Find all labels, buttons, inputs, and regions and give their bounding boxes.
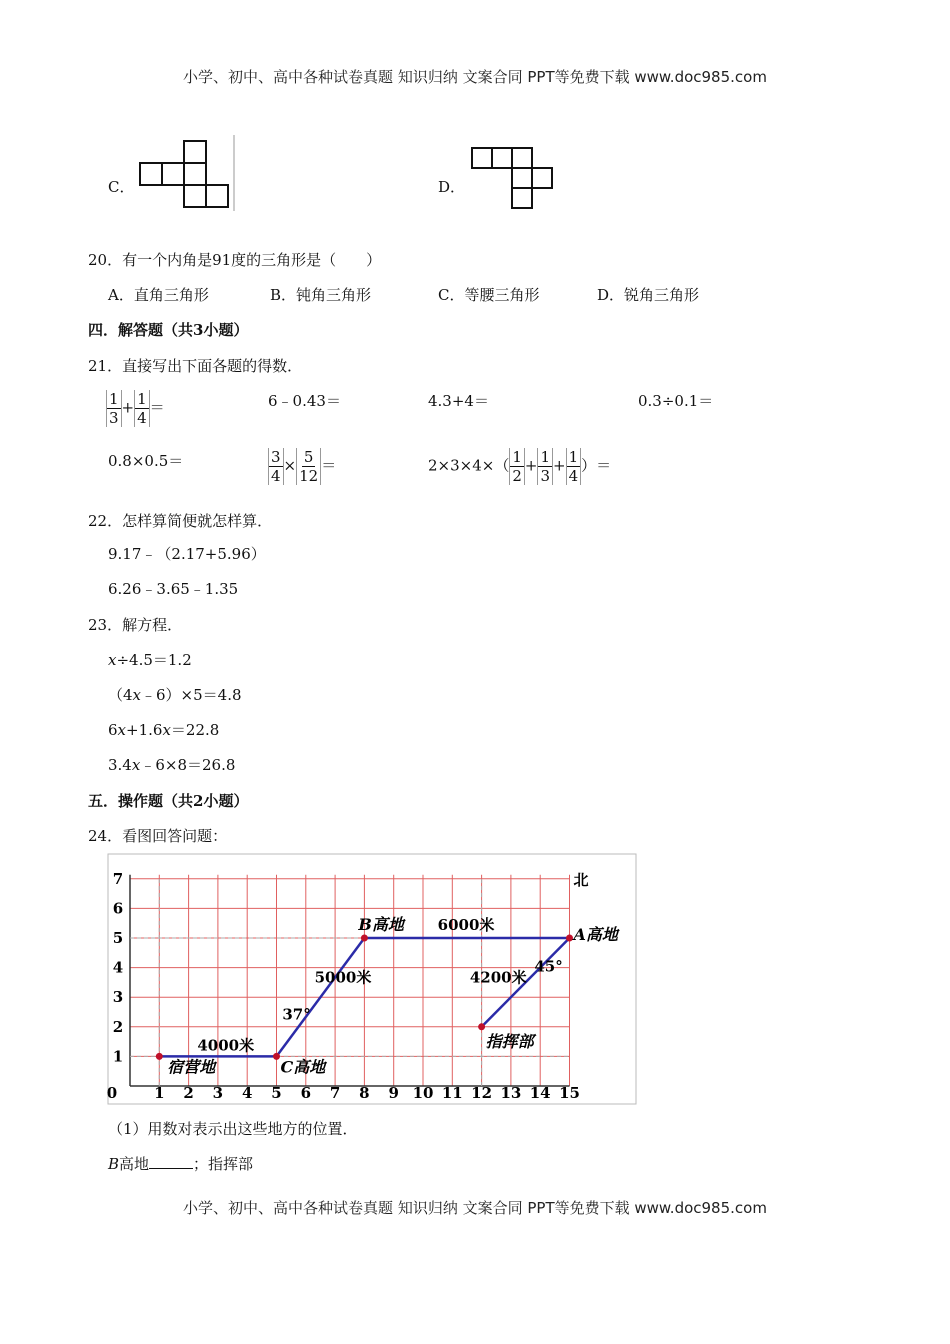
q23-eq-2: （4x﹣6）×5＝4.8 <box>108 686 242 704</box>
map-label-dist3: 6000米 <box>437 916 495 934</box>
map-label-dist1: 4000米 <box>197 1036 255 1055</box>
q19-option-c-label: C． <box>108 178 135 196</box>
q20-option-b: B．钝角三角形 <box>270 286 372 304</box>
map-point <box>273 1053 280 1060</box>
x-tick-label: 9 <box>388 1084 399 1102</box>
x-tick-label: 2 <box>183 1084 194 1102</box>
y-tick-label: 6 <box>112 899 124 918</box>
x-tick-label: 14 <box>529 1084 551 1102</box>
section-5-title: 五．操作题（共2小题） <box>88 792 249 810</box>
point-label: A高地 <box>573 925 618 944</box>
point-label: 指挥部 <box>485 1031 534 1051</box>
map-point <box>361 935 368 942</box>
x-tick-label: 11 <box>441 1084 463 1102</box>
x-tick-label: 13 <box>500 1084 522 1102</box>
q21-expr-7: 2×3×4×（ $\frac{1}{2}$ + $\frac{1}{3}$ + $\frac{1}{4}$ ）＝ <box>428 448 612 485</box>
point-label: C高地 <box>280 1057 326 1077</box>
x-tick-label: 6 <box>300 1084 312 1102</box>
answer-blank[interactable] <box>149 1154 193 1169</box>
x-tick-label: 8 <box>359 1084 370 1102</box>
q22-item-2: 6.26﹣3.65﹣1.35 <box>108 580 239 598</box>
y-tick-label: 5 <box>112 929 124 947</box>
q24-sub1: （1）用数对表示出这些地方的位置． <box>108 1120 358 1138</box>
q22-stem: 22．怎样算简便就怎样算． <box>88 512 273 530</box>
x-tick-label: 5 <box>271 1084 282 1102</box>
q21-expr-5: 0.8×0.5＝ <box>108 452 184 470</box>
x-tick-label: 3 <box>212 1084 224 1102</box>
q24-grid-map <box>108 854 636 1104</box>
q21-expr-6: $\frac{3}{4}$ × $\frac{5}{12}$ ＝ <box>268 448 336 485</box>
q20-option-c: C．等腰三角形 <box>438 286 540 304</box>
point-label: B高地 <box>358 915 404 934</box>
q20-option-d: D．锐角三角形 <box>597 286 700 304</box>
y-tick-label: 2 <box>112 1017 124 1036</box>
q21-expr-1: $\frac{1}{3}$ + $\frac{1}{4}$ ＝ <box>106 390 165 427</box>
map-label-north: 北 <box>573 870 589 889</box>
q19-net-c <box>136 133 240 213</box>
x-tick-label: 10 <box>412 1084 434 1102</box>
q22-item-1: 9.17﹣（2.17+5.96） <box>108 545 266 563</box>
q24-stem: 24．看图回答问题： <box>88 827 228 845</box>
map-point <box>478 1023 485 1030</box>
map-point <box>156 1053 163 1060</box>
q23-stem: 23．解方程． <box>88 616 183 634</box>
q23-eq-3: 6x+1.6x＝22.8 <box>108 721 220 739</box>
map-label-dist4: 4200米 <box>469 968 527 987</box>
y-tick-label: 3 <box>112 988 124 1007</box>
y-tick-label: 1 <box>112 1047 124 1066</box>
y-tick-label: 4 <box>112 958 124 977</box>
q20-stem: 20．有一个内角是91度的三角形是（ ） <box>88 251 382 269</box>
q21-expr-4: 0.3÷0.1＝ <box>638 392 714 410</box>
q21-stem: 21．直接写出下面各题的得数． <box>88 357 303 375</box>
map-label-dist2: 5000米 <box>314 968 372 987</box>
x-tick-label: 12 <box>471 1084 493 1102</box>
page-header: 小学、初中、高中各种试卷真题 知识归纳 文案合同 PPT等免费下载 www.doc985.com <box>183 68 767 86</box>
q23-eq-1: x÷4.5＝1.2 <box>108 651 192 669</box>
x-tick-label: 0 <box>106 1084 118 1102</box>
map-label-angle2: 45° <box>534 957 563 976</box>
section-4-title: 四．解答题（共3小题） <box>88 321 249 339</box>
q19-net-d <box>466 142 558 212</box>
q23-eq-4: 3.4x﹣6×8＝26.8 <box>108 756 236 774</box>
point-label: 宿营地 <box>167 1057 216 1077</box>
map-point <box>566 935 573 942</box>
q19-option-d-label: D． <box>438 178 466 196</box>
q21-expr-3: 4.3+4＝ <box>428 392 489 410</box>
y-tick-label: 7 <box>112 869 124 888</box>
page-footer: 小学、初中、高中各种试卷真题 知识归纳 文案合同 PPT等免费下载 www.doc985.com <box>183 1199 767 1217</box>
x-tick-label: 15 <box>559 1084 580 1102</box>
map-label-angle1: 37° <box>282 1005 311 1024</box>
x-tick-label: 4 <box>241 1084 253 1102</box>
x-tick-label: 1 <box>154 1084 165 1102</box>
x-tick-label: 7 <box>329 1084 341 1102</box>
q24-answer-line: B高地 ；指挥部 <box>108 1155 254 1173</box>
q21-expr-2: 6﹣0.43＝ <box>268 392 341 410</box>
q20-option-a: A．直角三角形 <box>108 286 209 304</box>
